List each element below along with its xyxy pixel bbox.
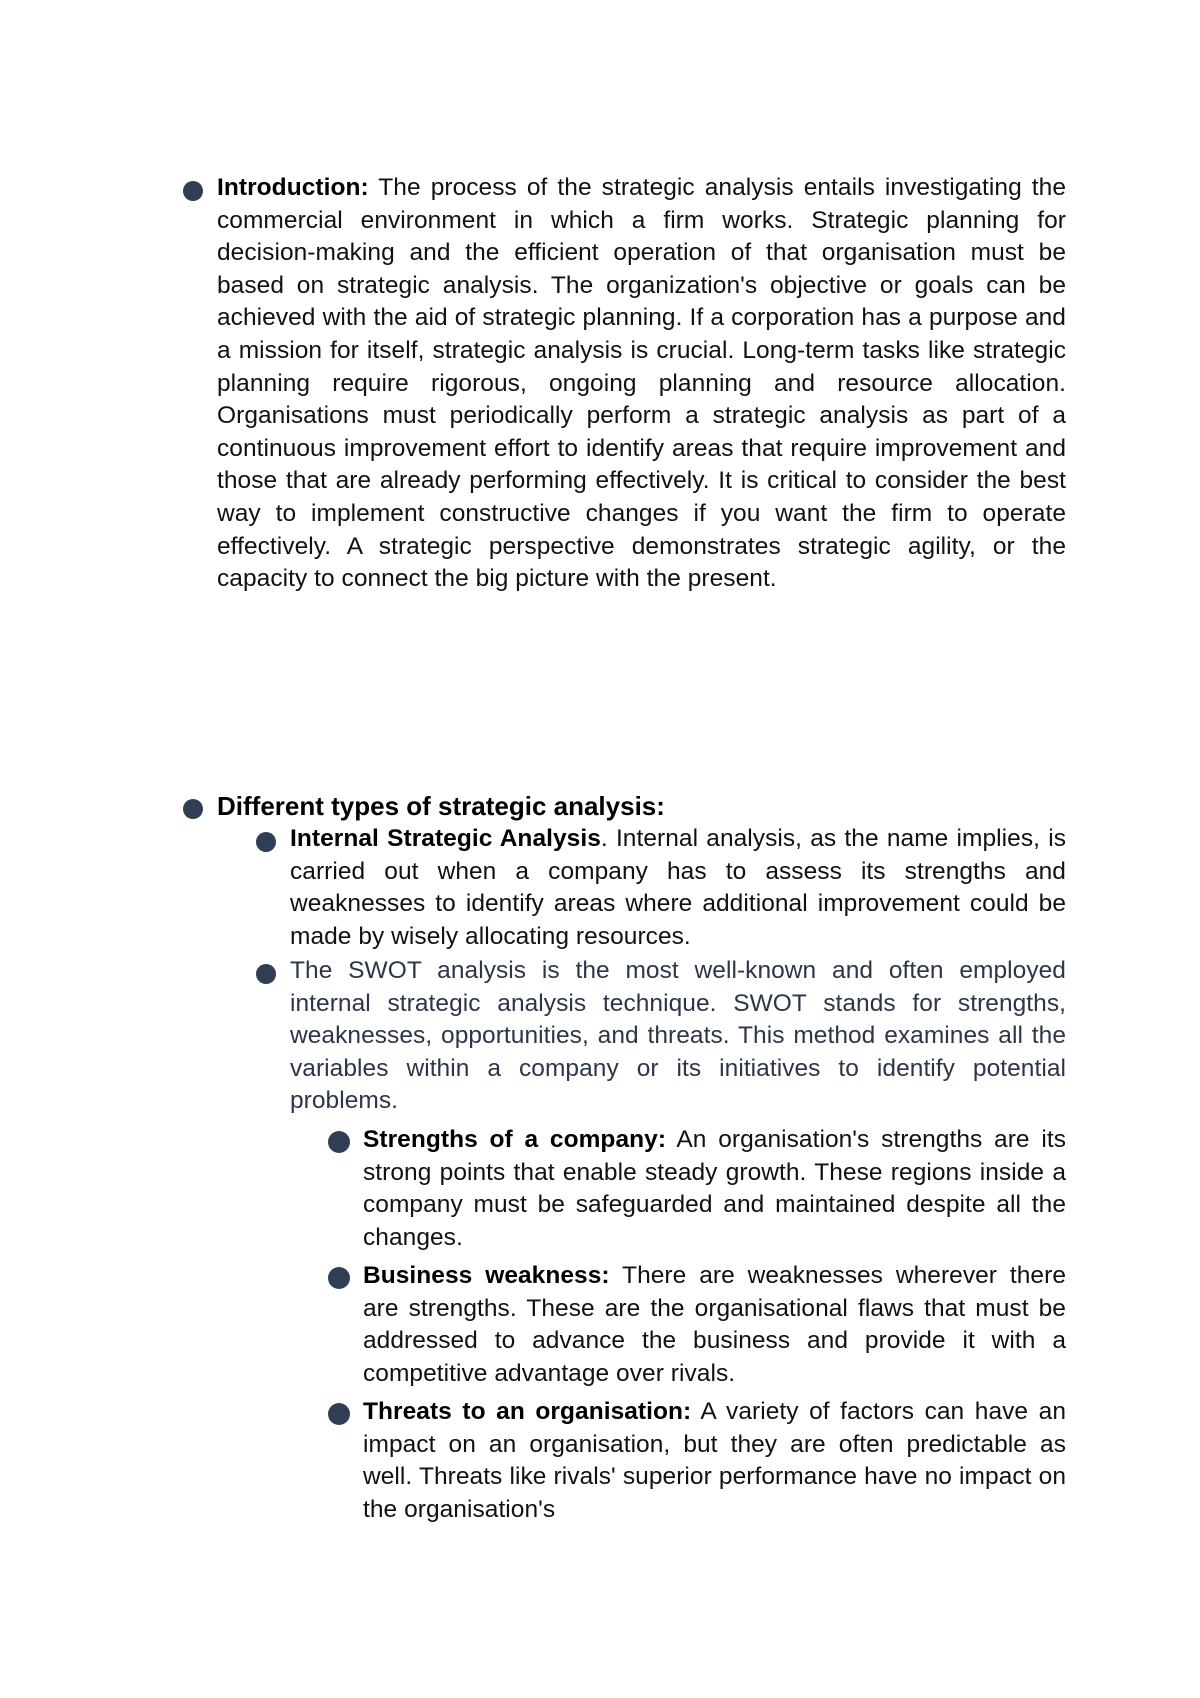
threats-text: A variety of factors can have an impact on an organisation, but they are often predictable as well. Threats like rivals' superior performance have no impact on the organisation's <box>363 1398 1066 1523</box>
bullet-icon <box>328 1267 350 1289</box>
bullet-icon <box>256 964 276 984</box>
introduction-text: The process of the strategic analysis entails investigating the commercial environment in which a firm works. Strategic planning for decision-making and the efficient operation of that organisation must be based on strategic analysis. The organization's objective or goals can be achieved with the aid of strategic planning. If a corporation has a purpose and a mission for itself, strategic analysis is crucial. Long-term tasks like strategic planning require rigorous, ongoing planning and resource allocation. Organisations must periodically perform a strategic analysis as part of a continuous improvement effort to identify areas that require improvement and those that are already performing effectively. It is critical to consider the best way to implement constructive changes if you want the firm to operate effectively. A strategic perspective demonstrates strategic agility, or the capacity to connect the big picture with the present. <box>217 174 1066 593</box>
bullet-icon <box>183 181 203 201</box>
weakness-paragraph <box>363 1260 1066 1390</box>
introduction-paragraph <box>217 172 1066 596</box>
weakness-text: There are weaknesses wherever there are strengths. These are the organisational flaws that must be addressed to advance the business and provide it with a competitive advantage over rivals. <box>363 1262 1066 1387</box>
introduction-label: Introduction: <box>217 174 369 201</box>
weakness-label: Business weakness: <box>363 1262 610 1289</box>
bullet-icon <box>256 832 276 852</box>
bullet-icon <box>328 1403 350 1425</box>
strengths-text: An organisation's strengths are its strong points that enable steady growth. These regions inside a company must be safeguarded and maintained despite all the changes. <box>363 1126 1066 1251</box>
bullet-icon <box>183 799 203 819</box>
types-heading: Different types of strategic analysis: <box>217 791 665 821</box>
internal-analysis-text: . Internal analysis, as the name implies, is carried out when a company has to assess its strengths and weaknesses to identify areas where additional improvement could be made by wisely allocating resources. <box>290 825 1066 950</box>
internal-analysis-label: Internal Strategic Analysis <box>290 825 601 852</box>
strengths-paragraph <box>363 1124 1066 1254</box>
internal-analysis-paragraph <box>290 823 1066 953</box>
bullet-icon <box>328 1131 350 1153</box>
swot-paragraph: The SWOT analysis is the most well-known and often employed internal strategic analysis technique. SWOT stands for strengths, weaknesses, opportunities, and threats. This method examines all the variables within a company or its initiatives to identify potential problems. <box>290 957 1066 1115</box>
threats-label: Threats to an organisation: <box>363 1398 692 1425</box>
strengths-label: Strengths of a company: <box>363 1126 667 1153</box>
threats-paragraph <box>363 1396 1066 1526</box>
